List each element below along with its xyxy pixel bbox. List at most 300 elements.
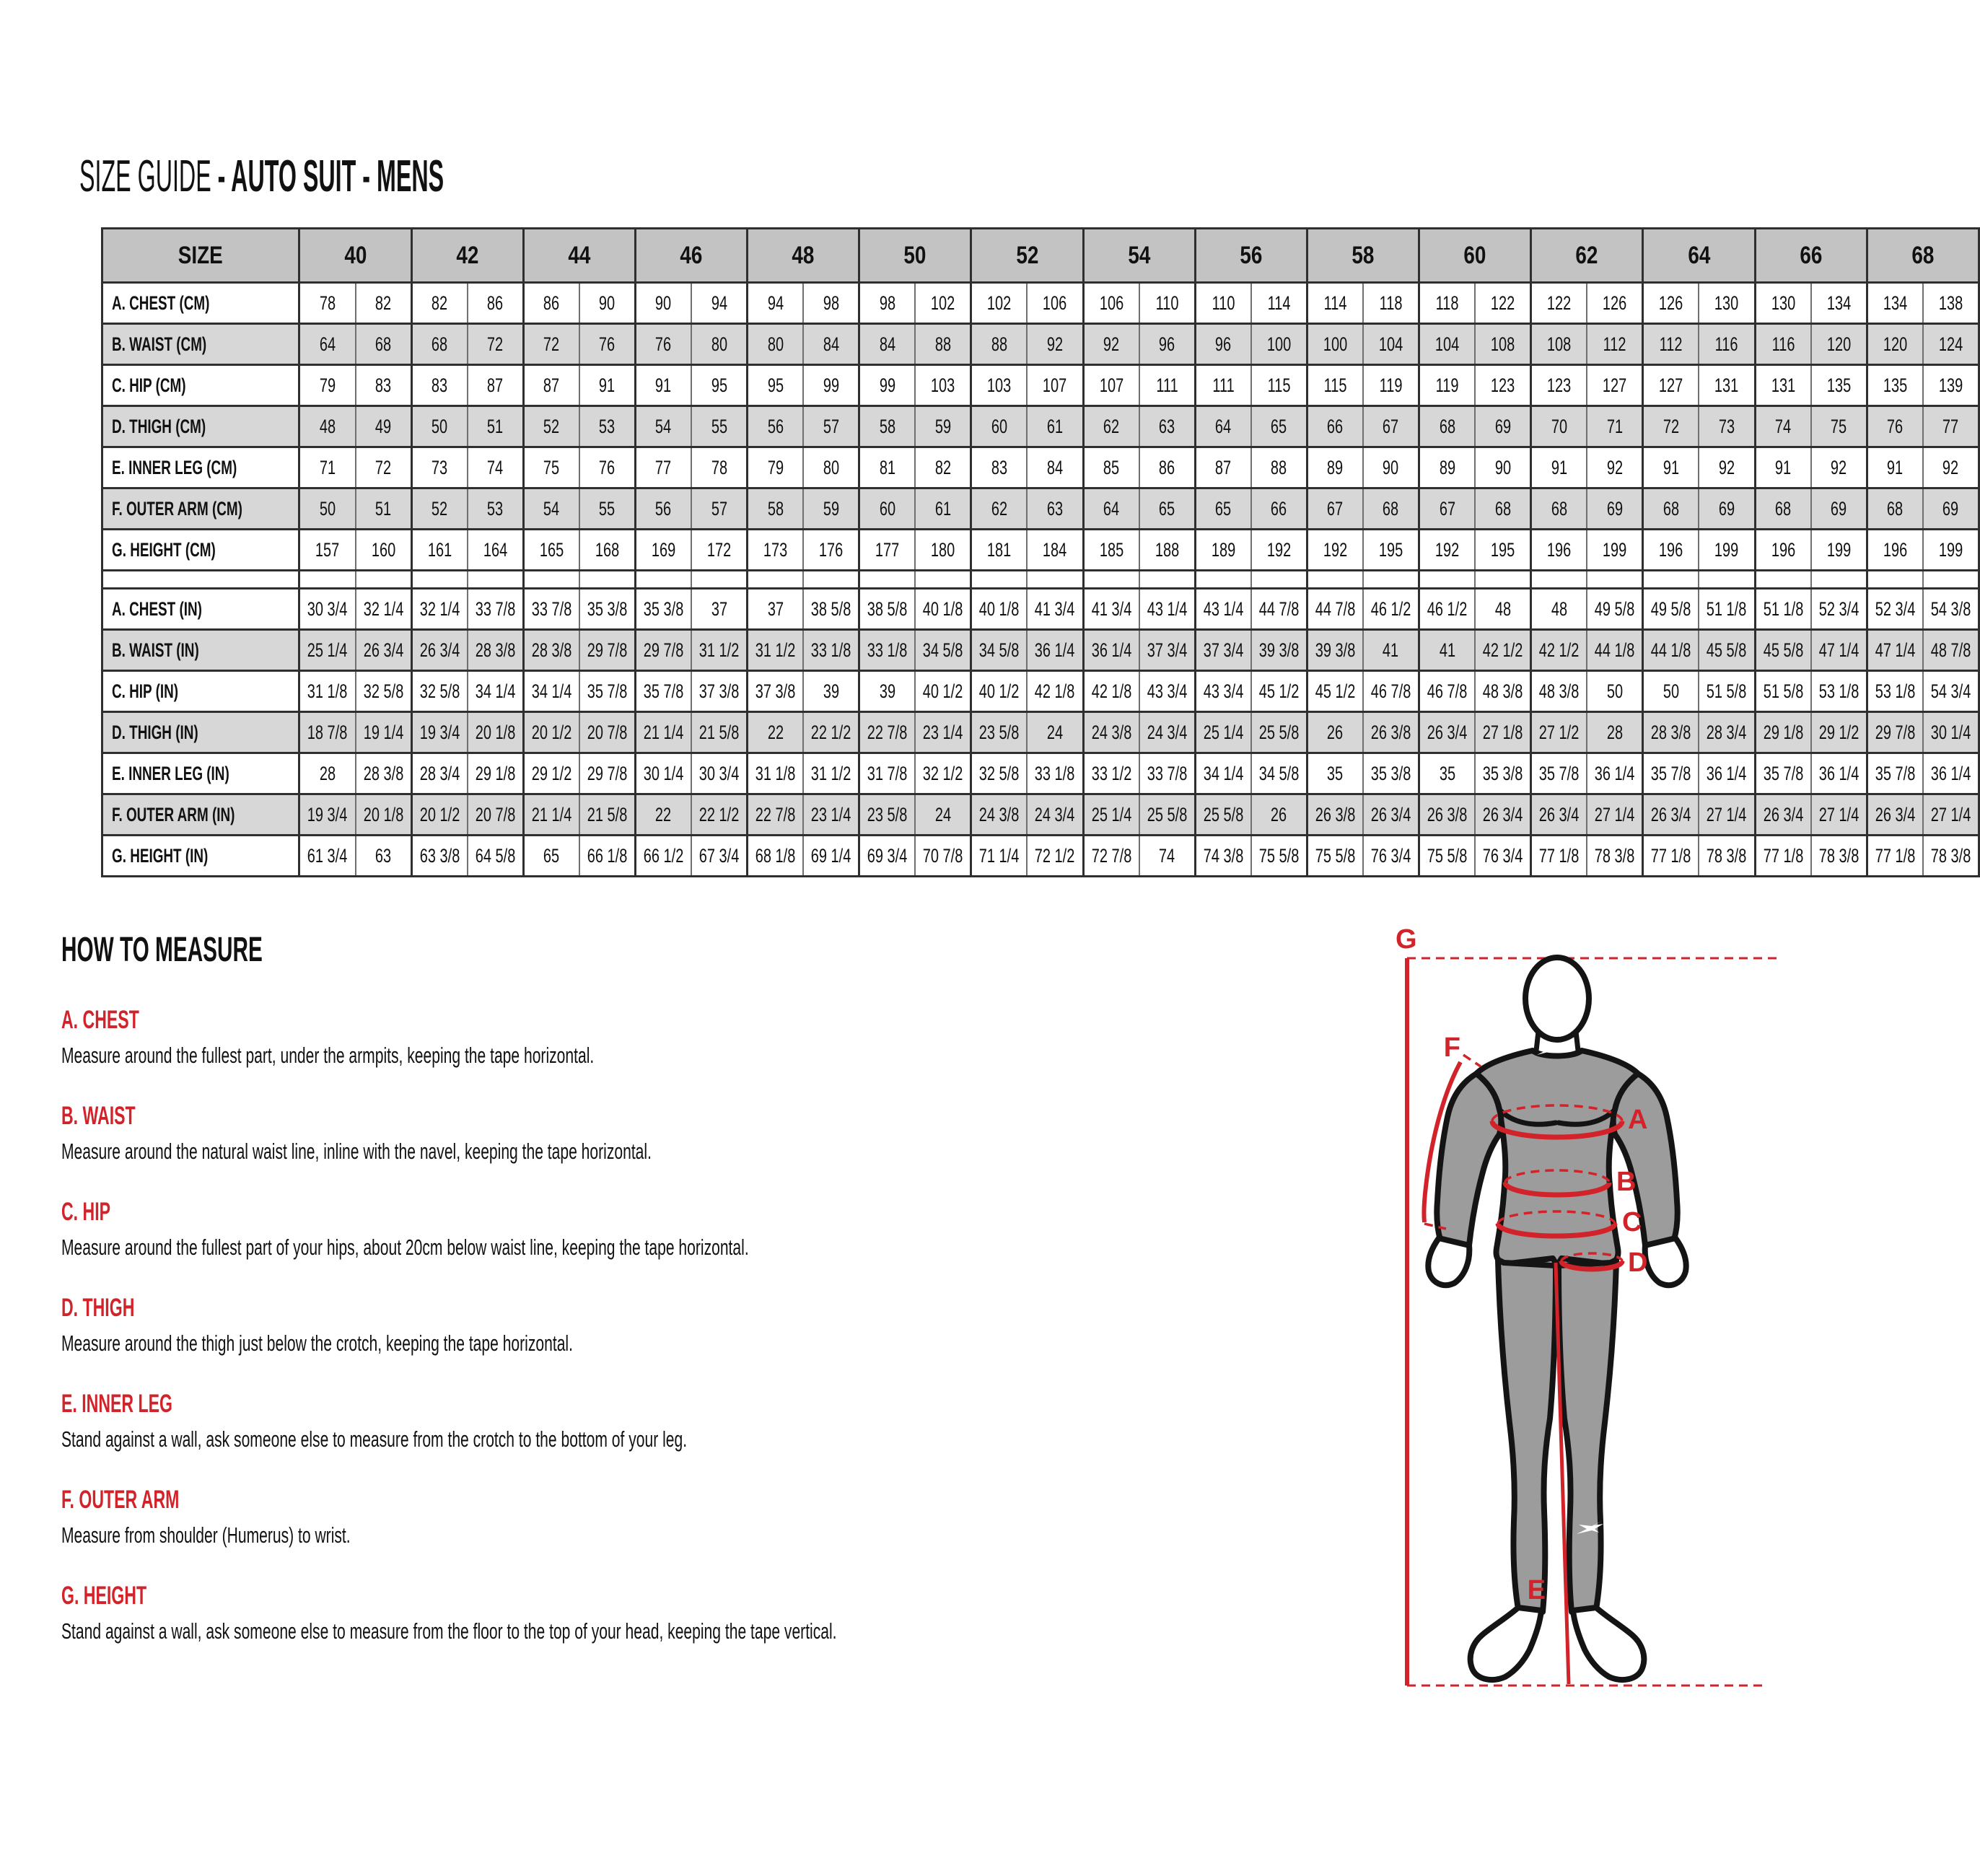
value-cell: 30 3/4	[299, 589, 356, 630]
value-cell: 199	[1587, 530, 1643, 571]
row-label-cell: E. INNER LEG (CM)	[102, 447, 299, 488]
value-cell: 76 3/4	[1475, 836, 1531, 877]
value-cell: 87	[468, 365, 524, 406]
measure-section-label: C. HIP	[61, 1198, 111, 1226]
value-cell: 65	[1251, 406, 1307, 447]
value-cell: 21 1/4	[635, 712, 691, 753]
value-cell: 67 3/4	[691, 836, 748, 877]
value-cell: 89	[1307, 447, 1363, 488]
row-label-cell: B. WAIST (CM)	[102, 324, 299, 365]
value-cell: 24 3/4	[1139, 712, 1196, 753]
value-cell: 100	[1307, 324, 1363, 365]
value-cell: 118	[1363, 283, 1419, 324]
separator-cell	[691, 571, 748, 589]
diagram-label-waist: B	[1616, 1167, 1637, 1197]
value-cell: 66 1/8	[579, 836, 636, 877]
value-cell: 120	[1811, 324, 1867, 365]
value-cell: 88	[1251, 447, 1307, 488]
value-cell: 48 3/8	[1531, 671, 1587, 712]
value-cell: 57	[691, 488, 748, 530]
value-cell: 71 1/4	[971, 836, 1028, 877]
value-cell: 23 1/4	[803, 794, 859, 836]
value-cell: 20 7/8	[468, 794, 524, 836]
value-cell: 92	[1083, 324, 1139, 365]
right-glove	[1645, 1238, 1686, 1285]
value-cell: 91	[1755, 447, 1811, 488]
value-cell: 26	[1251, 794, 1307, 836]
value-cell: 19 3/4	[411, 712, 468, 753]
value-cell: 44 7/8	[1251, 589, 1307, 630]
value-cell: 87	[1195, 447, 1251, 488]
value-cell: 33 7/8	[468, 589, 524, 630]
value-cell: 90	[579, 283, 636, 324]
value-cell: 43 1/4	[1195, 589, 1251, 630]
value-cell: 50	[1643, 671, 1699, 712]
value-cell: 96	[1195, 324, 1251, 365]
value-cell: 49 5/8	[1587, 589, 1643, 630]
value-cell: 72	[356, 447, 412, 488]
value-cell: 134	[1811, 283, 1867, 324]
measure-section-text: Measure from shoulder (Humerus) to wrist.	[61, 1522, 351, 1548]
value-cell: 80	[691, 324, 748, 365]
value-cell: 70 7/8	[915, 836, 971, 877]
left-leg	[1498, 1260, 1556, 1612]
value-cell: 37	[691, 589, 748, 630]
table-row	[102, 712, 1979, 753]
value-cell: 68	[411, 324, 468, 365]
value-cell: 20 1/2	[523, 712, 579, 753]
value-cell: 32 1/2	[915, 753, 971, 794]
value-cell: 135	[1867, 365, 1923, 406]
value-cell: 127	[1643, 365, 1699, 406]
value-cell: 68	[356, 324, 412, 365]
value-cell: 69	[1587, 488, 1643, 530]
value-cell: 106	[1027, 283, 1083, 324]
value-cell: 34 1/4	[1195, 753, 1251, 794]
value-cell: 78 3/8	[1811, 836, 1867, 877]
value-cell: 87	[523, 365, 579, 406]
value-cell: 165	[523, 530, 579, 571]
value-cell: 134	[1867, 283, 1923, 324]
value-cell: 32 5/8	[411, 671, 468, 712]
value-cell: 72	[1643, 406, 1699, 447]
value-cell: 40 1/2	[915, 671, 971, 712]
value-cell: 76	[579, 324, 636, 365]
value-cell: 42 1/2	[1475, 630, 1531, 671]
value-cell: 160	[356, 530, 412, 571]
value-cell: 55	[579, 488, 636, 530]
value-cell: 99	[859, 365, 916, 406]
value-cell: 22 1/2	[803, 712, 859, 753]
value-cell: 75	[1811, 406, 1867, 447]
value-cell: 72 1/2	[1027, 836, 1083, 877]
value-cell: 79	[299, 365, 356, 406]
body-diagram	[1391, 918, 1782, 1762]
page-title-bold: - AUTO SUIT - MENS	[217, 152, 444, 201]
right-foot	[1573, 1608, 1644, 1680]
value-cell: 28	[299, 753, 356, 794]
measure-section	[61, 1198, 1324, 1262]
measure-section	[61, 1582, 1324, 1646]
value-cell: 46 7/8	[1363, 671, 1419, 712]
value-cell: 199	[1923, 530, 1979, 571]
separator-cell	[468, 571, 524, 589]
value-cell: 46 1/2	[1419, 589, 1476, 630]
right-leg	[1559, 1260, 1616, 1612]
value-cell: 18 7/8	[299, 712, 356, 753]
value-cell: 173	[748, 530, 804, 571]
table-row	[102, 794, 1979, 836]
value-cell: 23 5/8	[859, 794, 916, 836]
value-cell: 40 1/2	[971, 671, 1028, 712]
value-cell: 88	[971, 324, 1028, 365]
value-cell: 21 1/4	[523, 794, 579, 836]
separator-cell	[523, 571, 579, 589]
value-cell: 37 3/4	[1139, 630, 1196, 671]
value-cell: 106	[1083, 283, 1139, 324]
value-cell: 48	[1475, 589, 1531, 630]
value-cell: 69	[1811, 488, 1867, 530]
value-cell: 69	[1475, 406, 1531, 447]
value-cell: 196	[1643, 530, 1699, 571]
value-cell: 56	[748, 406, 804, 447]
value-cell: 116	[1699, 324, 1755, 365]
value-cell: 74 3/8	[1195, 836, 1251, 877]
value-cell: 25 5/8	[1195, 794, 1251, 836]
how-to-measure-heading: HOW TO MEASURE	[61, 931, 263, 969]
row-label-cell: D. THIGH (IN)	[102, 712, 299, 753]
value-cell: 36 1/4	[1027, 630, 1083, 671]
value-cell: 43 3/4	[1195, 671, 1251, 712]
value-cell: 99	[803, 365, 859, 406]
value-cell: 98	[859, 283, 916, 324]
row-label-cell: F. OUTER ARM (CM)	[102, 488, 299, 530]
value-cell: 88	[915, 324, 971, 365]
value-cell: 114	[1307, 283, 1363, 324]
value-cell: 75	[523, 447, 579, 488]
value-cell: 39	[803, 671, 859, 712]
value-cell: 58	[859, 406, 916, 447]
separator-cell	[1867, 571, 1923, 589]
value-cell: 67	[1363, 406, 1419, 447]
value-cell: 35 3/8	[1363, 753, 1419, 794]
value-cell: 47 1/4	[1811, 630, 1867, 671]
value-cell: 47 1/4	[1867, 630, 1923, 671]
diagram-label-outer-arm: F	[1443, 1033, 1460, 1063]
row-label-cell: G. HEIGHT (IN)	[102, 836, 299, 877]
value-cell: 62	[971, 488, 1028, 530]
value-cell: 28 3/4	[411, 753, 468, 794]
value-cell: 164	[468, 530, 524, 571]
size-header-cell: 62	[1531, 229, 1643, 283]
value-cell: 33 1/8	[803, 630, 859, 671]
value-cell: 49 5/8	[1643, 589, 1699, 630]
value-cell: 102	[971, 283, 1028, 324]
measure-section	[61, 1102, 1324, 1166]
value-cell: 37 3/4	[1195, 630, 1251, 671]
value-cell: 50	[1587, 671, 1643, 712]
value-cell: 78	[299, 283, 356, 324]
value-cell: 89	[1419, 447, 1476, 488]
value-cell: 35	[1419, 753, 1476, 794]
separator-cell	[1139, 571, 1196, 589]
table-row	[102, 671, 1979, 712]
value-cell: 78	[691, 447, 748, 488]
value-cell: 26 3/4	[1867, 794, 1923, 836]
separator-cell	[299, 571, 356, 589]
diagram-label-chest: A	[1628, 1105, 1648, 1135]
measure-section	[61, 1390, 1324, 1454]
value-cell: 40 1/8	[915, 589, 971, 630]
value-cell: 65	[1195, 488, 1251, 530]
value-cell: 27 1/4	[1699, 794, 1755, 836]
value-cell: 51	[356, 488, 412, 530]
value-cell: 83	[356, 365, 412, 406]
value-cell: 82	[915, 447, 971, 488]
value-cell: 39 3/8	[1251, 630, 1307, 671]
value-cell: 31 1/2	[748, 630, 804, 671]
value-cell: 84	[1027, 447, 1083, 488]
value-cell: 51 5/8	[1755, 671, 1811, 712]
unit-separator-row	[102, 571, 1979, 589]
value-cell: 35 7/8	[579, 671, 636, 712]
row-label-cell: F. OUTER ARM (IN)	[102, 794, 299, 836]
value-cell: 172	[691, 530, 748, 571]
value-cell: 78 3/8	[1587, 836, 1643, 877]
value-cell: 63	[356, 836, 412, 877]
value-cell: 76	[579, 447, 636, 488]
value-cell: 39 3/8	[1307, 630, 1363, 671]
value-cell: 34 1/4	[468, 671, 524, 712]
value-cell: 68	[1419, 406, 1476, 447]
value-cell: 111	[1195, 365, 1251, 406]
value-cell: 32 1/4	[411, 589, 468, 630]
value-cell: 68	[1643, 488, 1699, 530]
value-cell: 58	[748, 488, 804, 530]
value-cell: 37 3/8	[691, 671, 748, 712]
value-cell: 31 1/8	[299, 671, 356, 712]
value-cell: 90	[635, 283, 691, 324]
value-cell: 35 7/8	[1531, 753, 1587, 794]
value-cell: 57	[803, 406, 859, 447]
value-cell: 27 1/4	[1587, 794, 1643, 836]
value-cell: 110	[1139, 283, 1196, 324]
value-cell: 126	[1587, 283, 1643, 324]
value-cell: 74	[468, 447, 524, 488]
value-cell: 68 1/8	[748, 836, 804, 877]
measure-section-text: Stand against a wall, ask someone else to measure from the crotch to the bottom of your leg.	[61, 1426, 688, 1452]
value-cell: 26 3/8	[1363, 712, 1419, 753]
value-cell: 90	[1363, 447, 1419, 488]
value-cell: 92	[1811, 447, 1867, 488]
value-cell: 40 1/8	[971, 589, 1028, 630]
table-row	[102, 324, 1979, 365]
value-cell: 79	[748, 447, 804, 488]
value-cell: 69	[1923, 488, 1979, 530]
value-cell: 124	[1923, 324, 1979, 365]
value-cell: 35 7/8	[1867, 753, 1923, 794]
separator-cell	[635, 571, 691, 589]
value-cell: 48	[1531, 589, 1587, 630]
size-header-cell: 60	[1419, 229, 1531, 283]
value-cell: 29 7/8	[1867, 712, 1923, 753]
value-cell: 115	[1251, 365, 1307, 406]
value-cell: 122	[1531, 283, 1587, 324]
value-cell: 51 1/8	[1755, 589, 1811, 630]
value-cell: 48 3/8	[1475, 671, 1531, 712]
value-cell: 22	[635, 794, 691, 836]
value-cell: 26 3/4	[1363, 794, 1419, 836]
value-cell: 20 1/8	[356, 794, 412, 836]
value-cell: 91	[1867, 447, 1923, 488]
value-cell: 66	[1251, 488, 1307, 530]
separator-cell	[411, 571, 468, 589]
value-cell: 72	[468, 324, 524, 365]
value-cell: 161	[411, 530, 468, 571]
value-cell: 65	[1139, 488, 1196, 530]
value-cell: 107	[1027, 365, 1083, 406]
value-cell: 176	[803, 530, 859, 571]
value-cell: 35 3/8	[635, 589, 691, 630]
value-cell: 102	[915, 283, 971, 324]
value-cell: 22 7/8	[859, 712, 916, 753]
separator-cell	[1363, 571, 1419, 589]
value-cell: 189	[1195, 530, 1251, 571]
value-cell: 72 7/8	[1083, 836, 1139, 877]
size-table	[101, 227, 1980, 877]
value-cell: 25 5/8	[1251, 712, 1307, 753]
value-cell: 68	[1475, 488, 1531, 530]
value-cell: 31 1/8	[748, 753, 804, 794]
size-header-cell: 46	[635, 229, 747, 283]
value-cell: 25 1/4	[1195, 712, 1251, 753]
value-cell: 123	[1475, 365, 1531, 406]
value-cell: 64	[1195, 406, 1251, 447]
value-cell: 23 5/8	[971, 712, 1028, 753]
value-cell: 76	[635, 324, 691, 365]
outer-arm-label-dash	[1463, 1055, 1481, 1066]
value-cell: 75 5/8	[1307, 836, 1363, 877]
value-cell: 70	[1531, 406, 1587, 447]
value-cell: 31 7/8	[859, 753, 916, 794]
value-cell: 157	[299, 530, 356, 571]
measure-section	[61, 1294, 1324, 1358]
value-cell: 24 3/4	[1027, 794, 1083, 836]
value-cell: 56	[635, 488, 691, 530]
value-cell: 84	[803, 324, 859, 365]
value-cell: 53	[468, 488, 524, 530]
row-label-cell: B. WAIST (IN)	[102, 630, 299, 671]
value-cell: 41	[1419, 630, 1476, 671]
separator-cell	[1811, 571, 1867, 589]
measure-section-text: Measure around the thigh just below the crotch, keeping the tape horizontal.	[61, 1331, 573, 1356]
value-cell: 52	[411, 488, 468, 530]
separator-cell	[1195, 571, 1251, 589]
row-label-cell: G. HEIGHT (CM)	[102, 530, 299, 571]
value-cell: 83	[971, 447, 1028, 488]
value-cell: 78 3/8	[1923, 836, 1979, 877]
value-cell: 139	[1923, 365, 1979, 406]
value-cell: 30 1/4	[635, 753, 691, 794]
value-cell: 41	[1363, 630, 1419, 671]
value-cell: 123	[1531, 365, 1587, 406]
how-to-measure-section	[61, 932, 1324, 1678]
value-cell: 135	[1811, 365, 1867, 406]
value-cell: 68	[1531, 488, 1587, 530]
value-cell: 188	[1139, 530, 1196, 571]
table-row	[102, 630, 1979, 671]
page-title-regular: SIZE GUIDE	[79, 152, 218, 201]
value-cell: 31 1/2	[691, 630, 748, 671]
value-cell: 119	[1363, 365, 1419, 406]
measure-section-label: A. CHEST	[61, 1006, 139, 1034]
value-cell: 61	[915, 488, 971, 530]
size-header-cell: 54	[1083, 229, 1195, 283]
value-cell: 74	[1755, 406, 1811, 447]
value-cell: 107	[1083, 365, 1139, 406]
value-cell: 110	[1195, 283, 1251, 324]
value-cell: 86	[1139, 447, 1196, 488]
table-header-row	[102, 229, 1979, 283]
value-cell: 92	[1587, 447, 1643, 488]
value-cell: 30 3/4	[691, 753, 748, 794]
value-cell: 45 5/8	[1699, 630, 1755, 671]
value-cell: 51 5/8	[1699, 671, 1755, 712]
separator-cell	[1475, 571, 1531, 589]
value-cell: 72	[523, 324, 579, 365]
value-cell: 33 7/8	[523, 589, 579, 630]
value-cell: 36 1/4	[1811, 753, 1867, 794]
table-row	[102, 530, 1979, 571]
row-label-cell: D. THIGH (CM)	[102, 406, 299, 447]
value-cell: 71	[1587, 406, 1643, 447]
value-cell: 100	[1251, 324, 1307, 365]
value-cell: 68	[1363, 488, 1419, 530]
value-cell: 26 3/4	[1643, 794, 1699, 836]
value-cell: 48	[299, 406, 356, 447]
value-cell: 35 7/8	[1643, 753, 1699, 794]
value-cell: 26 3/8	[1307, 794, 1363, 836]
value-cell: 26 3/4	[1475, 794, 1531, 836]
value-cell: 114	[1251, 283, 1307, 324]
value-cell: 184	[1027, 530, 1083, 571]
table-row	[102, 589, 1979, 630]
separator-cell	[579, 571, 636, 589]
value-cell: 54	[523, 488, 579, 530]
value-cell: 34 5/8	[915, 630, 971, 671]
value-cell: 42 1/2	[1531, 630, 1587, 671]
value-cell: 92	[1027, 324, 1083, 365]
separator-cell	[748, 571, 804, 589]
value-cell: 20 1/2	[411, 794, 468, 836]
separator-cell	[1755, 571, 1811, 589]
value-cell: 46 1/2	[1363, 589, 1419, 630]
value-cell: 52 3/4	[1811, 589, 1867, 630]
value-cell: 94	[691, 283, 748, 324]
value-cell: 108	[1475, 324, 1531, 365]
table-row	[102, 753, 1979, 794]
value-cell: 39	[859, 671, 916, 712]
value-cell: 36 1/4	[1699, 753, 1755, 794]
value-cell: 43 3/4	[1139, 671, 1196, 712]
size-header-cell: 50	[859, 229, 971, 283]
value-cell: 24	[915, 794, 971, 836]
value-cell: 78 3/8	[1699, 836, 1755, 877]
value-cell: 120	[1867, 324, 1923, 365]
value-cell: 34 5/8	[971, 630, 1028, 671]
value-cell: 77	[1923, 406, 1979, 447]
value-cell: 33 1/2	[1083, 753, 1139, 794]
